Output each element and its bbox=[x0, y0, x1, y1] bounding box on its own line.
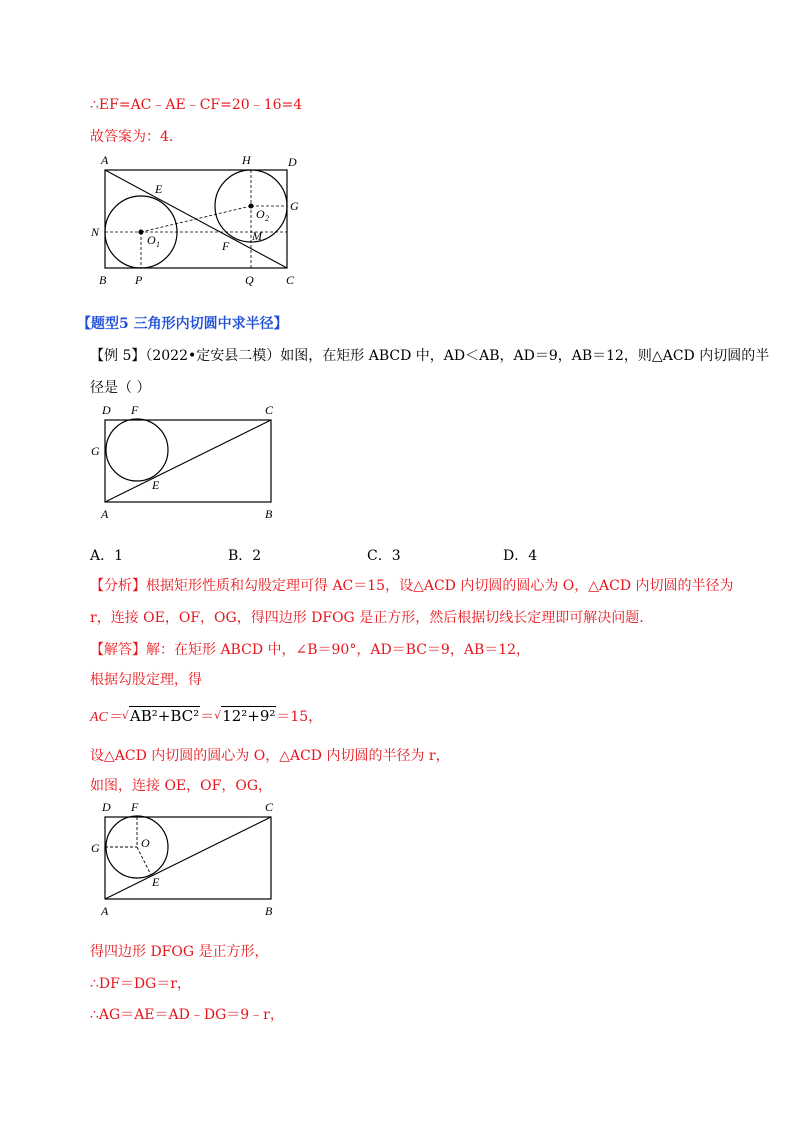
label-G: G bbox=[91, 444, 100, 458]
connect-line: 如图，连接 OE，OF，OG， bbox=[90, 778, 272, 794]
label-O1: O bbox=[147, 233, 156, 247]
analysis-line-1: 【分析】根据矩形性质和勾股定理可得 AC＝15，设△ACD 内切圆的圆心为 O，△ACD 内切圆的半径为 bbox=[90, 578, 734, 594]
ef-conclusion: ∴EF=AC﹣AE﹣CF=20﹣16=4 bbox=[90, 97, 303, 113]
let-line: 设△ACD 内切圆的圆心为 O，△ACD 内切圆的半径为 r， bbox=[90, 748, 450, 764]
eq-radicand-2: 12²+9² bbox=[222, 707, 276, 725]
label-F: F bbox=[131, 403, 139, 417]
label-G: G bbox=[290, 199, 299, 213]
figure-incircle-radii bbox=[85, 795, 285, 920]
label-M: M bbox=[252, 229, 262, 243]
label-G: G bbox=[91, 841, 100, 855]
eq-suffix: ＝15， bbox=[276, 709, 323, 725]
figure-rectangle-incircle bbox=[85, 398, 285, 523]
label-B: B bbox=[265, 507, 273, 521]
label-D: D bbox=[102, 403, 111, 417]
label-E: E bbox=[155, 182, 163, 196]
label-B: B bbox=[99, 273, 107, 287]
label-O2: O bbox=[256, 207, 265, 221]
label-N: N bbox=[91, 225, 100, 239]
example-question-line2: 径是（ ） bbox=[90, 380, 151, 396]
figure-two-circles bbox=[85, 148, 315, 288]
eq-radicand-1: AB²+BC² bbox=[129, 707, 200, 725]
section-title: 【题型5 三角形内切圆中求半径】 bbox=[77, 316, 288, 332]
label-A: A bbox=[101, 153, 109, 167]
square-line: 得四边形 DFOG 是正方形， bbox=[90, 944, 269, 960]
label-F: F bbox=[131, 800, 139, 814]
label-A: A bbox=[101, 507, 109, 521]
pythagorean-equation bbox=[90, 706, 322, 728]
label-A: A bbox=[101, 904, 109, 918]
example-prefix: 【例 5】（2022•定安县二模）如图，在矩形 bbox=[90, 348, 369, 364]
solution-line-1: 【解答】解：在矩形 ABCD 中，∠B＝90°，AD＝BC＝9，AB＝12， bbox=[90, 642, 531, 658]
label-D: D bbox=[102, 800, 111, 814]
label-C: C bbox=[265, 403, 274, 417]
analysis-line-2: r，连接 OE，OF，OG，得四边形 DFOG 是正方形，然后根据切线长定理即可解决问题. bbox=[90, 610, 644, 626]
label-O2-sub: 2 bbox=[265, 214, 269, 223]
option-c[interactable]: C．3 bbox=[367, 548, 401, 564]
eq-prefix: AC＝ bbox=[90, 710, 122, 725]
label-P: P bbox=[135, 273, 143, 287]
radical-icon: √ bbox=[121, 709, 129, 722]
previous-answer: 故答案为：4． bbox=[90, 129, 183, 145]
df-line: ∴DF＝DG＝r， bbox=[90, 976, 191, 992]
example-question bbox=[90, 346, 769, 366]
option-b[interactable]: B．2 bbox=[228, 548, 262, 564]
label-C: C bbox=[265, 800, 274, 814]
label-O: O bbox=[141, 836, 150, 850]
radical-icon: √ bbox=[214, 709, 222, 722]
label-Q: Q bbox=[245, 273, 254, 287]
label-E: E bbox=[152, 478, 160, 492]
solution-line-2: 根据勾股定理，得 bbox=[90, 672, 202, 688]
label-C: C bbox=[286, 273, 295, 287]
label-E: E bbox=[152, 875, 160, 889]
label-H: H bbox=[242, 153, 251, 167]
example-rest: ABCD 中，AD＜AB，AD＝9，AB＝12，则△ACD 内切圆的半 bbox=[368, 348, 770, 364]
option-d[interactable]: D．4 bbox=[503, 548, 538, 564]
option-a[interactable]: A．1 bbox=[90, 548, 124, 564]
label-O1-sub: 1 bbox=[156, 240, 160, 249]
eq-mid: ＝ bbox=[200, 709, 215, 725]
label-D: D bbox=[288, 155, 297, 169]
label-B: B bbox=[265, 904, 273, 918]
label-F: F bbox=[222, 239, 230, 253]
ag-line: ∴AG＝AE＝AD﹣DG＝9﹣r， bbox=[90, 1007, 284, 1023]
